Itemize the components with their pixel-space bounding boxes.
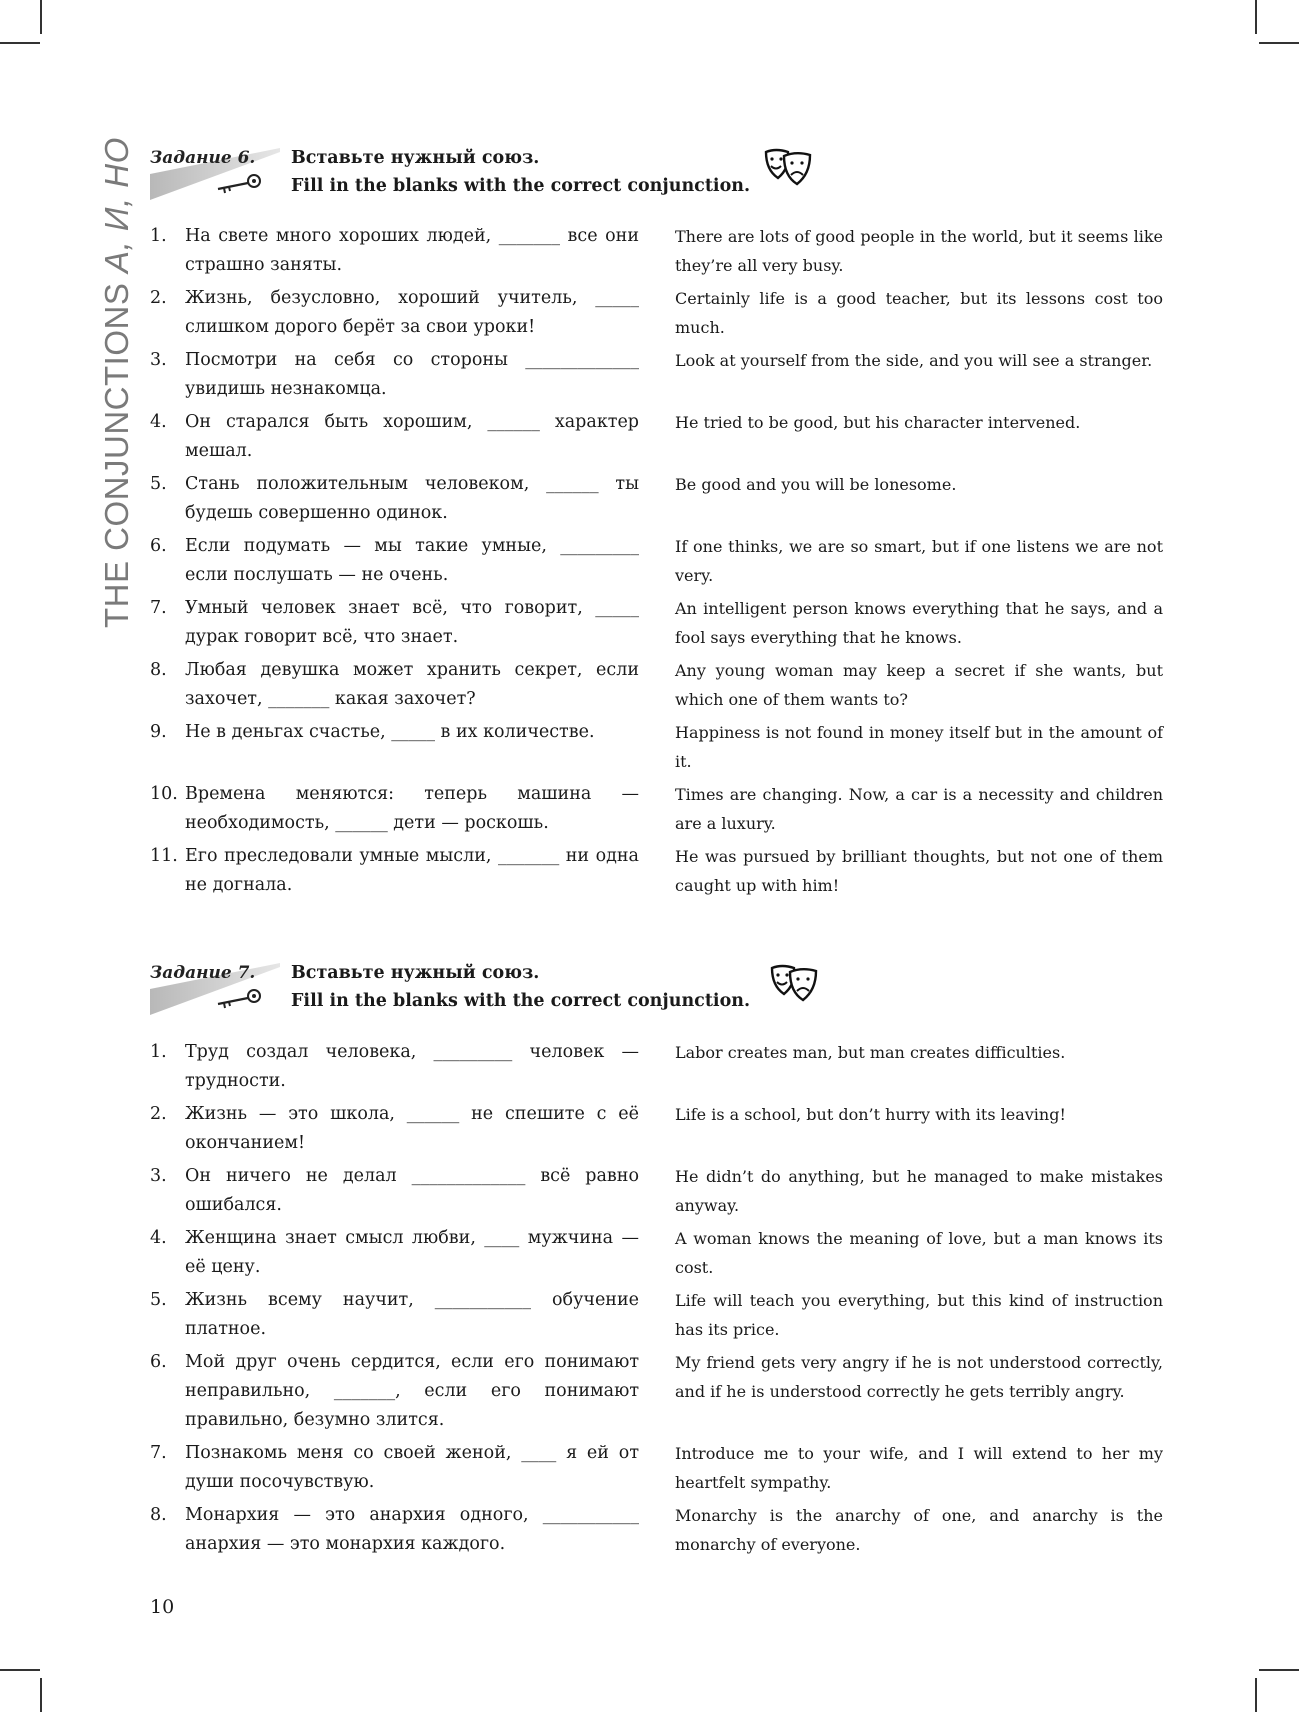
english-translation: If one thinks, we are so smart, but if one listens we are not very. (675, 537, 1163, 585)
russian-sentence: Посмотри на себя со стороны _____________ увидишь незнакомца. (185, 350, 639, 399)
exercise-row (150, 1439, 1163, 1501)
theater-masks-icon (768, 962, 820, 1004)
chapter-title-suffix: А, И, НО (98, 137, 135, 273)
item-number: 8. (150, 1505, 167, 1525)
english-translation: He tried to be good, but his character intervened. (675, 413, 1081, 432)
crop-mark (0, 1669, 40, 1671)
item-number: 2. (150, 288, 167, 308)
crop-mark (1255, 0, 1257, 34)
english-translation: A woman knows the meaning of love, but a man knows its cost. (675, 1229, 1163, 1277)
item-number: 6. (150, 536, 167, 556)
item-number: 4. (150, 412, 167, 432)
item-number: 1. (150, 226, 167, 246)
english-translation: Life will teach you everything, but this kind of instruction has its price. (675, 1291, 1163, 1339)
exercise-row (150, 656, 1163, 718)
russian-sentence: Жизнь, безусловно, хороший учитель, _____ слишком дорого берёт за свои уроки! (185, 288, 639, 337)
english-translation: Certainly life is a good teacher, but its lessons cost too much. (675, 289, 1163, 337)
exercise-row (150, 718, 1163, 780)
english-translation: My friend gets very angry if he is not understood correctly, and if he is understood correctly he gets terribly angry. (675, 1353, 1163, 1401)
english-translation: Introduce me to your wife, and I will extend to her my heartfelt sympathy. (675, 1444, 1163, 1492)
russian-sentence: Любая девушка может хранить секрет, если захочет, _______ какая захочет? (185, 660, 639, 709)
task-7-exercises (150, 1038, 1163, 1563)
crop-mark (1259, 1669, 1299, 1671)
crop-mark (1259, 42, 1299, 44)
english-translation: An intelligent person knows everything that he says, and a fool says everything that he knows. (675, 599, 1163, 647)
task-6-header (150, 148, 830, 208)
russian-sentence: Он ничего не делал _____________ всё равно ошибался. (185, 1166, 639, 1215)
theater-masks-icon (762, 146, 814, 188)
item-number: 5. (150, 474, 167, 494)
russian-sentence: Познакомь меня со своей женой, ____ я ей от души посочувствую. (185, 1443, 639, 1492)
item-number: 7. (150, 1443, 167, 1463)
item-number: 6. (150, 1352, 167, 1372)
task-7-title-ru: Вставьте нужный союз. (291, 963, 540, 983)
key-icon (214, 987, 264, 1009)
task-6-exercises (150, 222, 1163, 904)
exercise-row (150, 284, 1163, 346)
english-translation: Look at yourself from the side, and you will see a stranger. (675, 351, 1153, 370)
russian-sentence: Мой друг очень сердится, если его понимают неправильно, _______, если его понимают правильно, безумно злится. (185, 1352, 639, 1430)
task-6-label: Задание 6. (150, 148, 256, 168)
russian-sentence: Не в деньгах счастье, _____ в их количестве. (185, 722, 595, 742)
crop-mark (1255, 1678, 1257, 1712)
russian-sentence: Монархия — это анархия одного, ___________ анархия — это монархия каждого. (185, 1505, 639, 1554)
item-number: 4. (150, 1228, 167, 1248)
english-translation: Be good and you will be lonesome. (675, 475, 957, 494)
english-translation: There are lots of good people in the world, but it seems like they’re all very busy. (675, 227, 1163, 275)
item-number: 1. (150, 1042, 167, 1062)
english-translation: Monarchy is the anarchy of one, and anarchy is the monarchy of everyone. (675, 1506, 1163, 1554)
exercise-row (150, 470, 1150, 532)
russian-sentence: На свете много хороших людей, _______ все они страшно заняты. (185, 226, 639, 275)
english-translation: He didn’t do anything, but he managed to make mistakes anyway. (675, 1167, 1163, 1215)
item-number: 7. (150, 598, 167, 618)
crop-mark (40, 1678, 42, 1712)
russian-sentence: Времена меняются: теперь машина — необходимость, ______ дети — роскошь. (185, 784, 639, 833)
item-number: 10. (150, 784, 178, 804)
english-translation: Happiness is not found in money itself but in the amount of it. (675, 723, 1163, 771)
item-number: 3. (150, 350, 167, 370)
exercise-row (150, 532, 1163, 594)
item-number: 5. (150, 1290, 167, 1310)
key-icon (214, 172, 264, 194)
exercise-row (150, 780, 1163, 842)
task-7-title-en: Fill in the blanks with the correct conjunction. (291, 991, 751, 1011)
russian-sentence: Стань положительным человеком, ______ ты будешь совершенно одинок. (185, 474, 639, 523)
english-translation: Life is a school, but don’t hurry with its leaving! (675, 1105, 1066, 1124)
item-number: 2. (150, 1104, 167, 1124)
task-6-title-en: Fill in the blanks with the correct conjunction. (291, 176, 751, 196)
english-translation: Any young woman may keep a secret if she wants, but which one of them wants to? (675, 661, 1163, 709)
chapter-title-prefix: THE CONJUNCTIONS (98, 273, 135, 628)
exercise-row (150, 346, 1153, 408)
exercise-row (150, 1501, 1163, 1563)
english-translation: Times are changing. Now, a car is a necessity and children are a luxury. (675, 785, 1163, 833)
english-translation: He was pursued by brilliant thoughts, but not one of them caught up with him! (675, 847, 1163, 895)
exercise-row (150, 594, 1163, 656)
exercise-row (150, 1348, 1163, 1439)
russian-sentence: Его преследовали умные мысли, _______ ни одна не догнала. (185, 846, 639, 895)
russian-sentence: Труд создал человека, _________ человек — трудности. (185, 1042, 639, 1091)
russian-sentence: Если подумать — мы такие умные, _________ если послушать — не очень. (185, 536, 639, 585)
page-number: 10 (150, 1596, 175, 1618)
task-7-header (150, 963, 830, 1023)
russian-sentence: Жизнь всему научит, ___________ обучение платное. (185, 1290, 639, 1339)
exercise-row (150, 842, 1163, 904)
exercise-row (150, 1162, 1163, 1224)
russian-sentence: Он старался быть хорошим, ______ характер мешал. (185, 412, 639, 461)
item-number: 9. (150, 722, 167, 742)
english-translation: Labor creates man, but man creates difficulties. (675, 1043, 1066, 1062)
item-number: 3. (150, 1166, 167, 1186)
russian-sentence: Женщина знает смысл любви, ____ мужчина — её цену. (185, 1228, 639, 1277)
exercise-row (150, 1038, 1150, 1100)
russian-sentence: Жизнь — это школа, ______ не спешите с её окончанием! (185, 1104, 639, 1153)
item-number: 8. (150, 660, 167, 680)
russian-sentence: Умный человек знает всё, что говорит, _____ дурак говорит всё, что знает. (185, 598, 639, 647)
exercise-row (150, 408, 1150, 470)
exercise-row (150, 1224, 1163, 1286)
crop-mark (0, 42, 40, 44)
item-number: 11. (150, 846, 178, 866)
exercise-row (150, 222, 1163, 284)
chapter-title (100, 137, 133, 628)
exercise-row (150, 1286, 1163, 1348)
exercise-row (150, 1100, 1150, 1162)
crop-mark (40, 0, 42, 34)
task-7-label: Задание 7. (150, 963, 256, 983)
chapter-sidebar (70, 137, 135, 628)
task-6-title-ru: Вставьте нужный союз. (291, 148, 540, 168)
